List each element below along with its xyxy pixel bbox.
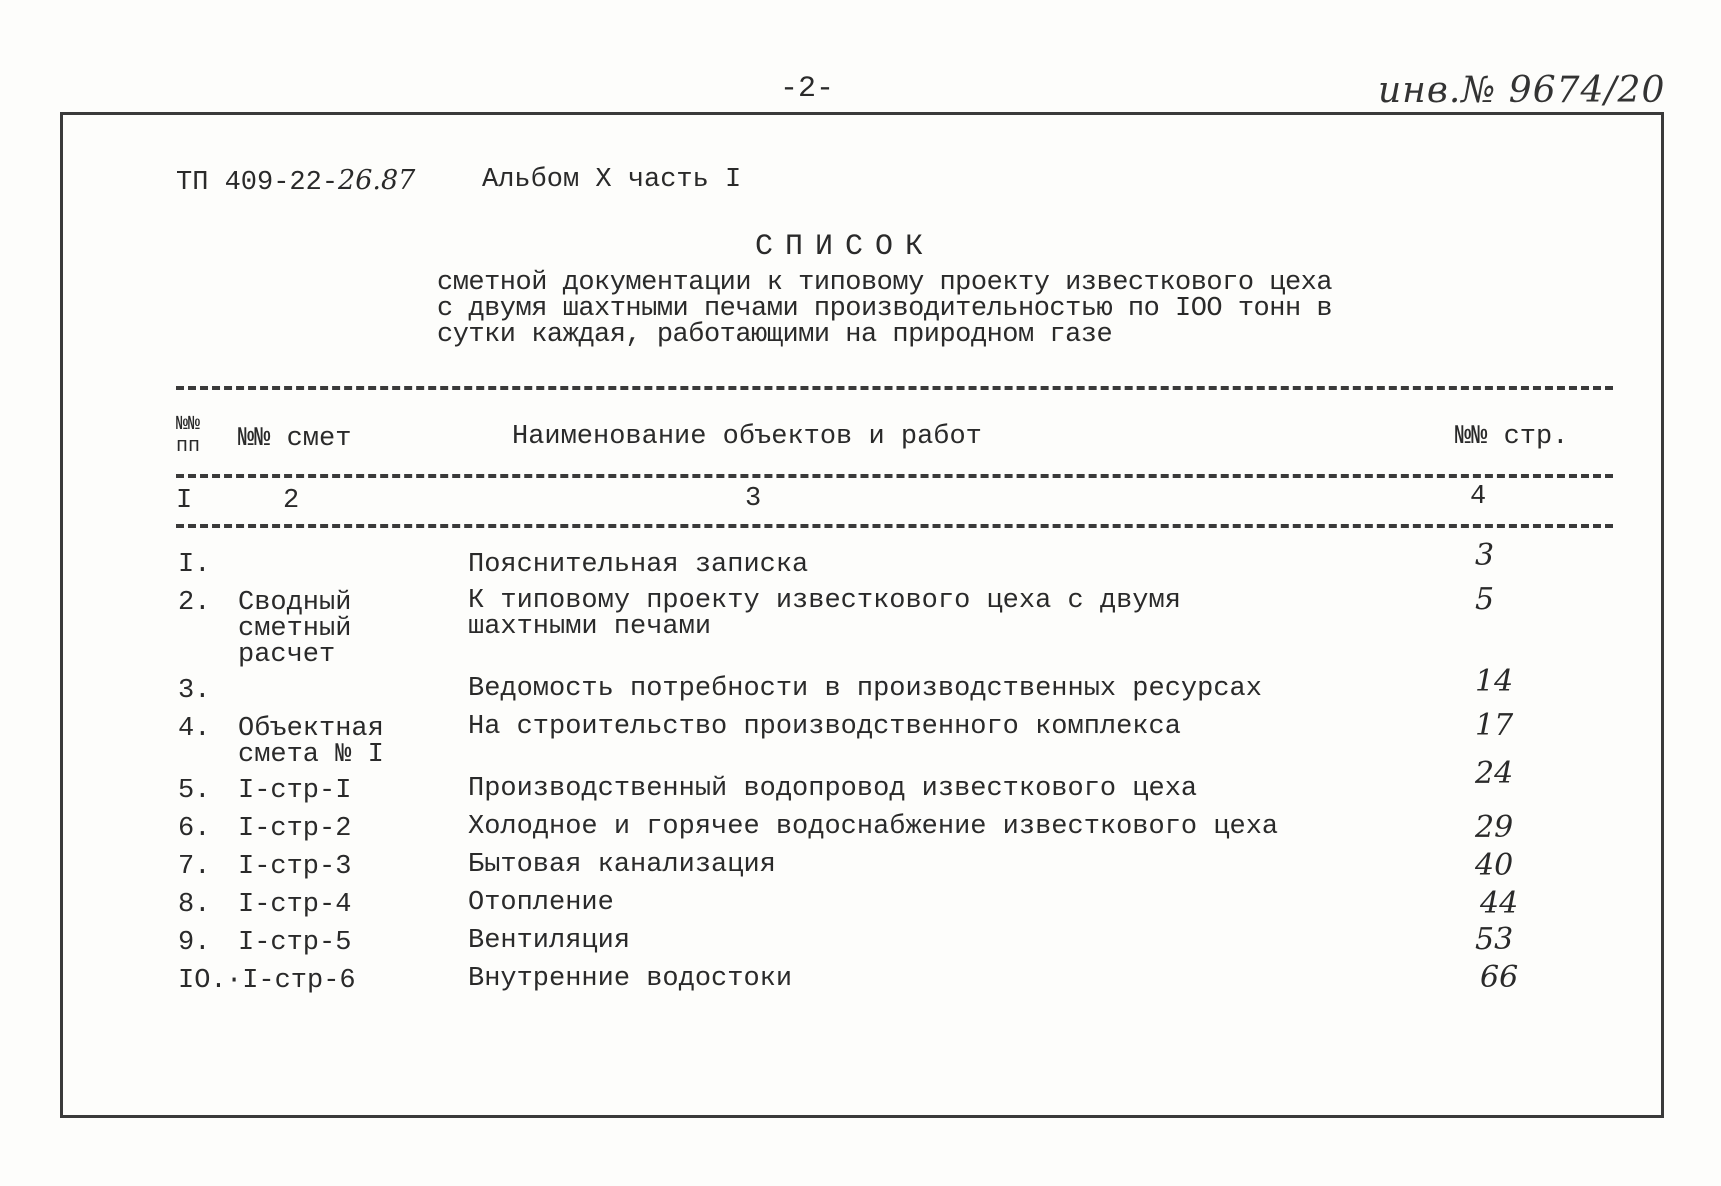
row-estimate: I-стр-I <box>238 776 352 806</box>
row-name: Бытовая канализация <box>468 850 776 880</box>
row-page: 29 <box>1475 810 1514 845</box>
row-name: К типовому проекту известкового цеха с двумя шахтными печами <box>468 586 1181 642</box>
row-page: 40 <box>1475 848 1514 883</box>
row-num: 5. <box>178 776 211 806</box>
row-page: 24 <box>1475 756 1514 791</box>
document-code <box>176 165 415 198</box>
row-page: 14 <box>1475 664 1514 699</box>
row-estimate: I-стр-3 <box>238 852 352 882</box>
album-label: Альбом X часть I <box>482 165 742 195</box>
header-name: Наименование объектов и работ <box>512 422 982 452</box>
row-name: Пояснительная записка <box>468 550 809 580</box>
row-name: На строительство производственного комплекса <box>468 712 1181 742</box>
document-code-typed: ТП 409-22- <box>176 168 339 198</box>
row-estimate: I-стр-2 <box>238 814 352 844</box>
header-rule <box>176 474 1613 478</box>
row-num: 7. <box>178 852 211 882</box>
row-name: Холодное и горячее водоснабжение известкового цеха <box>468 812 1279 842</box>
row-estimate: ·I-стр-6 <box>226 966 356 996</box>
row-num: 4. <box>178 714 211 744</box>
row-estimate: Сводный сметный расчет <box>238 588 352 670</box>
row-page: 17 <box>1475 708 1514 743</box>
row-page: 44 <box>1480 886 1519 921</box>
page-number: -2- <box>780 72 835 106</box>
row-name: Отопление <box>468 888 614 918</box>
column-number-4: 4 <box>1470 482 1487 512</box>
row-name: Вентиляция <box>468 926 631 956</box>
header-page: №№ стр. <box>1455 422 1569 452</box>
row-num: 8. <box>178 890 211 920</box>
row-name: Внутренние водостоки <box>468 964 793 994</box>
row-name: Ведомость потребности в производственных ресурсах <box>468 674 1262 704</box>
row-num: 6. <box>178 814 211 844</box>
column-number-1: I <box>176 486 193 516</box>
row-page: 5 <box>1475 582 1495 617</box>
inventory-number: инв.№ 9674/20 <box>1378 70 1666 111</box>
header-estimate: №№ смет <box>238 424 352 454</box>
row-estimate: I-стр-5 <box>238 928 352 958</box>
row-name: Производственный водопровод известкового цеха <box>468 774 1198 804</box>
column-number-rule <box>176 524 1613 528</box>
document-title: СПИСОК <box>755 230 936 264</box>
row-num: 3. <box>178 676 211 706</box>
document-subtitle: сметной документации к типовому проекту известкового цеха с двумя шахтными печами производительностью по IOO тонн в сутки каждая, работающими на природном газе <box>437 268 1333 350</box>
row-page: 66 <box>1480 960 1519 995</box>
column-number-3: 3 <box>745 484 762 514</box>
row-num: IO. <box>178 966 227 996</box>
row-num: 2. <box>178 588 211 618</box>
row-num: I. <box>178 550 211 580</box>
row-page: 3 <box>1475 538 1495 573</box>
header-num: №№ пп <box>176 413 201 458</box>
row-estimate: Объектная смета № I <box>238 714 384 770</box>
row-num: 9. <box>178 928 211 958</box>
table-top-rule <box>176 386 1613 390</box>
column-number-2: 2 <box>283 486 300 516</box>
row-page: 53 <box>1475 922 1514 957</box>
document-code-handwritten: 26.87 <box>338 165 416 196</box>
row-estimate: I-стр-4 <box>238 890 352 920</box>
